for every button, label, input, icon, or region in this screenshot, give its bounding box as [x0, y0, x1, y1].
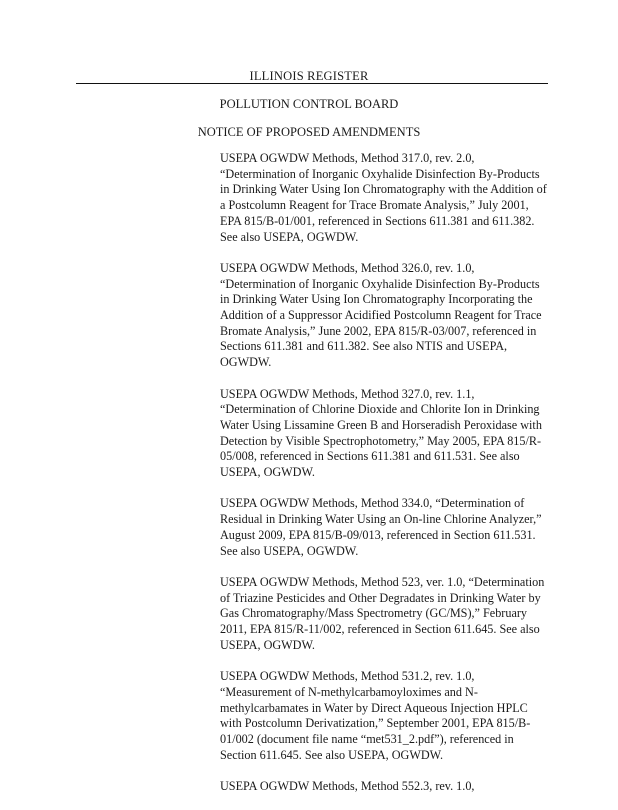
entry-line: 05/008, referenced in Sections 611.381 and 611.531. See also [220, 449, 520, 464]
entry-line: OGWDW. [220, 355, 272, 370]
entry-line: “Determination of Inorganic Oxyhalide Disinfection By-Products [220, 276, 540, 291]
method-entries [220, 151, 550, 810]
method-entry-552 [220, 779, 550, 795]
entry-line: 01/002 (document file name “met531_2.pdf”), referenced in [220, 731, 514, 746]
entry-line: “Determination of Inorganic Oxyhalide Disinfection By-Products [220, 166, 540, 181]
entry-line: Water Using Lissamine Green B and Horseradish Peroxidase with [220, 417, 542, 432]
entry-line: “Measurement of N-methylcarbamoyloximes and N- [220, 684, 478, 699]
method-entry-327 [220, 387, 550, 481]
entry-line: in Drinking Water Using Ion Chromatography Incorporating the [220, 292, 533, 307]
entry-line: USEPA OGWDW Methods, Method 317.0, rev. 2.0, [220, 151, 475, 165]
entry-line: Detection by Visible Spectrophotometry,” May 2005, EPA 815/R- [220, 433, 542, 448]
entry-line: August 2009, EPA 815/B-09/013, referenced in Section 611.531. [220, 527, 536, 542]
entry-line: Gas Chromatography/Mass Spectrometry (GC/MS),” February [220, 606, 528, 621]
entry-line: methylcarbamates in Water by Direct Aqueous Injection HPLC [220, 700, 528, 715]
entry-line: “Determination of Chlorine Dioxide and Chlorite Ion in Drinking [220, 402, 540, 417]
entry-line: in Drinking Water Using Ion Chromatography with the Addition of [220, 182, 547, 197]
method-entry-326 [220, 261, 550, 371]
entry-line: USEPA OGWDW Methods, Method 327.0, rev. 1.1, [220, 386, 475, 401]
method-entry-317 [220, 151, 550, 245]
method-entry-523 [220, 575, 550, 654]
entry-line: USEPA OGWDW Methods, Method 326.0, rev. 1.0, [220, 260, 475, 275]
entry-line: USEPA OGWDW Methods, Method 531.2, rev. 1.0, [220, 669, 475, 684]
method-entry-531 [220, 669, 550, 763]
entry-line: See also USEPA, OGWDW. [220, 229, 359, 244]
entry-line: See also USEPA, OGWDW. [220, 543, 359, 558]
entry-line: USEPA, OGWDW. [220, 465, 315, 480]
entry-line: a Postcolumn Reagent for Trace Bromate Analysis,” July 2001, [220, 198, 529, 213]
entry-line: Sections 611.381 and 611.382. See also NTIS and USEPA, [220, 339, 508, 354]
header-rule [76, 83, 548, 84]
entry-line: Bromate Analysis,” June 2002, EPA 815/R-03/007, referenced in [220, 323, 537, 338]
notice-title: NOTICE OF PROPOSED AMENDMENTS [197, 125, 421, 139]
entry-line: USEPA, OGWDW. [220, 637, 315, 652]
entry-line: USEPA OGWDW Methods, Method 334.0, “Determination of [220, 496, 525, 511]
entry-line: Residual in Drinking Water Using an On-line Chlorine Analyzer,” [220, 512, 542, 527]
entry-line: Addition of a Suppressor Acidified Postcolumn Reagent for Trace [220, 308, 542, 323]
entry-line: EPA 815/B-01/001, referenced in Sections 611.381 and 611.382. [220, 213, 535, 228]
entry-line: with Postcolumn Derivatization,” September 2001, EPA 815/B- [220, 716, 531, 731]
entry-line: USEPA OGWDW Methods, Method 523, ver. 1.0, “Determination [220, 574, 545, 589]
board-title: POLLUTION CONTROL BOARD [219, 97, 399, 111]
entry-line: 2011, EPA 815/R-11/002, referenced in Section 611.645. See also [220, 622, 540, 637]
entry-line: USEPA OGWDW Methods, Method 552.3, rev. 1.0, [220, 779, 475, 794]
entry-line: Section 611.645. See also USEPA, OGWDW. [220, 747, 444, 762]
register-title: ILLINOIS REGISTER [249, 69, 369, 83]
entry-line: of Triazine Pesticides and Other Degradates in Drinking Water by [220, 590, 541, 605]
method-entry-334 [220, 496, 550, 559]
